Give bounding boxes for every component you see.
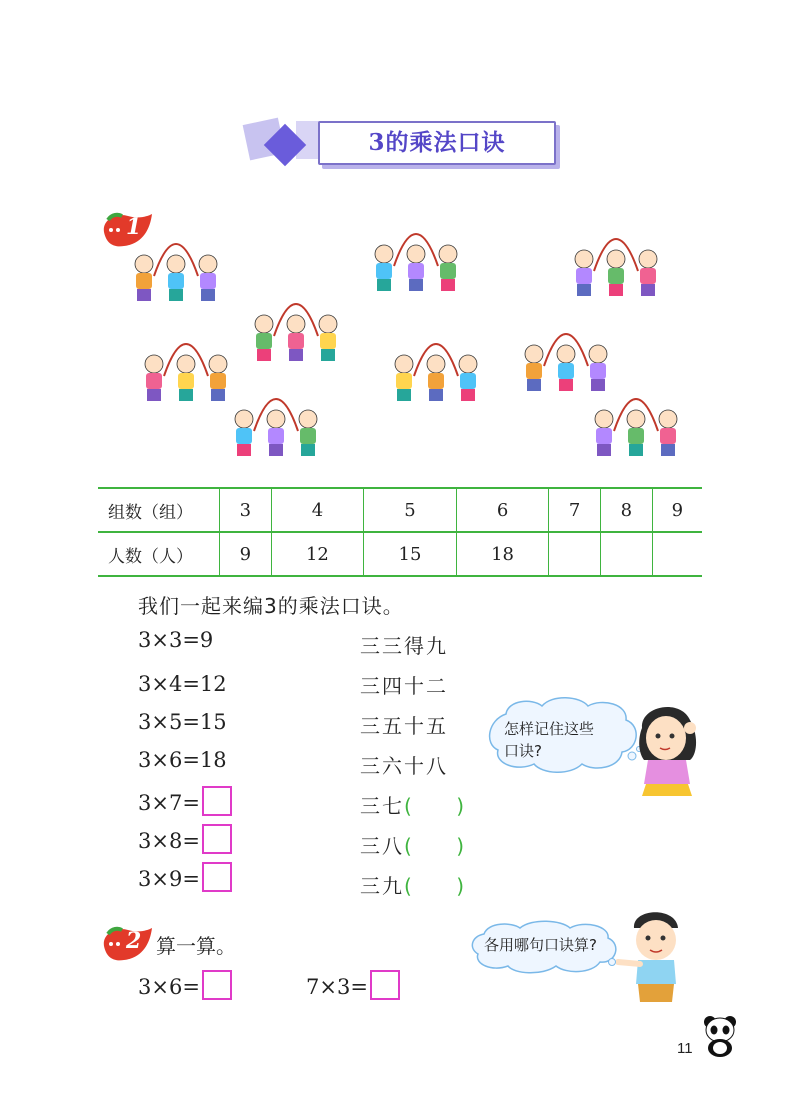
equation: 3×6= (138, 970, 232, 1000)
table-cell: 18 (456, 532, 549, 576)
jump-rope-group (595, 399, 677, 456)
child-legs (301, 444, 315, 456)
jump-rope-group (255, 304, 337, 361)
table-cell-blank[interactable] (600, 532, 652, 576)
equation: 3×3=9 (138, 628, 214, 652)
page-title: 3的乘法口诀 (368, 129, 506, 156)
child-head (319, 315, 337, 333)
row-label: 组数（组） (98, 488, 220, 532)
child-legs (461, 389, 475, 401)
child-head (145, 355, 163, 373)
child-head (627, 410, 645, 428)
section-2-marker (98, 922, 148, 960)
bubble-text: 各用哪句口诀算? (484, 936, 597, 954)
child-head (659, 410, 677, 428)
child-head (639, 250, 657, 268)
child-head (595, 410, 613, 428)
child-legs (661, 444, 675, 456)
child-body (608, 268, 624, 284)
child-body (168, 273, 184, 289)
child-head (255, 315, 273, 333)
equation: 3×9= (138, 862, 232, 892)
jump-rope-group (395, 344, 477, 401)
rhyme: 三八( ) (360, 834, 465, 858)
child-legs (237, 444, 251, 456)
child-head (287, 315, 305, 333)
page-number: 11 (677, 1040, 693, 1057)
rhyme: 三五十五 (360, 714, 448, 738)
child-legs (321, 349, 335, 361)
answer-box[interactable] (370, 970, 400, 1000)
jump-rope-group (525, 334, 607, 391)
child-body (640, 268, 656, 284)
child-legs (591, 379, 605, 391)
child-body (396, 373, 412, 389)
child-head (427, 355, 445, 373)
child-body (376, 263, 392, 279)
child-body (210, 373, 226, 389)
child-legs (269, 444, 283, 456)
child-head (575, 250, 593, 268)
child-head (439, 245, 457, 263)
jump-rope-group (375, 234, 457, 291)
table-row (98, 532, 702, 576)
child-body (200, 273, 216, 289)
equation: 3×7= (138, 786, 232, 816)
children-jump-rope-illustration (96, 222, 706, 467)
child-legs (629, 444, 643, 456)
section-2-number: 2 (126, 928, 142, 954)
child-head (199, 255, 217, 273)
table-cell: 12 (271, 532, 364, 576)
child-legs (257, 349, 271, 361)
child-legs (559, 379, 573, 391)
child-head (459, 355, 477, 373)
table-cell: 3 (220, 488, 272, 532)
child-legs (397, 389, 411, 401)
jump-rope-group (145, 344, 227, 401)
child-legs (377, 279, 391, 291)
child-legs (137, 289, 151, 301)
child-head (589, 345, 607, 363)
child-head (135, 255, 153, 273)
child-body (558, 363, 574, 379)
child-body (576, 268, 592, 284)
answer-box[interactable] (202, 970, 232, 1000)
child-head (267, 410, 285, 428)
rhyme: 三四十二 (360, 674, 448, 698)
child-head (177, 355, 195, 373)
child-body (526, 363, 542, 379)
child-legs (577, 284, 591, 296)
rhyme: 三六十八 (360, 754, 448, 778)
child-legs (641, 284, 655, 296)
child-head (407, 245, 425, 263)
table-cell: 5 (364, 488, 457, 532)
table-row (98, 488, 702, 532)
answer-box[interactable] (202, 786, 232, 816)
child-legs (597, 444, 611, 456)
bubble-text: 怎样记住这些 口诀? (504, 720, 595, 760)
child-legs (179, 389, 193, 401)
rhyme: 三七( ) (360, 794, 465, 818)
child-body (590, 363, 606, 379)
equation: 7×3= (306, 970, 400, 1000)
child-head (235, 410, 253, 428)
child-legs (609, 284, 623, 296)
child-body (596, 428, 612, 444)
child-legs (147, 389, 161, 401)
child-body (320, 333, 336, 349)
section-1-number: 1 (126, 214, 142, 240)
child-body (136, 273, 152, 289)
child-body (288, 333, 304, 349)
child-legs (211, 389, 225, 401)
child-legs (527, 379, 541, 391)
child-legs (441, 279, 455, 291)
jump-rope-group (135, 244, 217, 301)
table-cell-blank[interactable] (549, 532, 601, 576)
table-cell: 9 (652, 488, 702, 532)
child-head (525, 345, 543, 363)
child-body (428, 373, 444, 389)
child-legs (409, 279, 423, 291)
child-legs (169, 289, 183, 301)
panda-icon (700, 1014, 740, 1058)
jump-rope-group (235, 399, 317, 456)
table-cell: 4 (271, 488, 364, 532)
answer-blank[interactable]: ( ) (404, 874, 465, 898)
child-body (628, 428, 644, 444)
child-head (167, 255, 185, 273)
child-legs (429, 389, 443, 401)
child-body (460, 373, 476, 389)
table-cell: 9 (220, 532, 272, 576)
child-body (146, 373, 162, 389)
groups-people-table (98, 487, 702, 577)
section-2-label: 算一算。 (156, 934, 236, 958)
boy-pointing-illustration (616, 902, 696, 1006)
child-body (408, 263, 424, 279)
table-cell-blank[interactable] (652, 532, 702, 576)
child-body (440, 263, 456, 279)
child-head (395, 355, 413, 373)
child-legs (289, 349, 303, 361)
child-body (236, 428, 252, 444)
jump-rope-group (575, 239, 657, 296)
child-body (300, 428, 316, 444)
child-head (607, 250, 625, 268)
child-head (375, 245, 393, 263)
answer-blank[interactable]: ( ) (404, 834, 465, 858)
child-body (660, 428, 676, 444)
table-cell: 6 (456, 488, 549, 532)
equation: 3×6=18 (138, 748, 227, 772)
table-cell: 7 (549, 488, 601, 532)
equation: 3×4=12 (138, 672, 227, 696)
rhyme: 三九( ) (360, 874, 465, 898)
row-label: 人数（人） (98, 532, 220, 576)
table-cell: 8 (600, 488, 652, 532)
child-head (557, 345, 575, 363)
equation: 3×8= (138, 824, 232, 854)
intro-text: 我们一起来编3的乘法口诀。 (138, 594, 404, 618)
child-head (209, 355, 227, 373)
child-head (299, 410, 317, 428)
child-body (268, 428, 284, 444)
answer-box[interactable] (202, 862, 232, 892)
answer-box[interactable] (202, 824, 232, 854)
girl-thinking-illustration (630, 698, 710, 798)
rhyme: 三三得九 (360, 634, 448, 658)
equation: 3×5=15 (138, 710, 227, 734)
child-legs (201, 289, 215, 301)
child-body (178, 373, 194, 389)
answer-blank[interactable]: ( ) (404, 794, 465, 818)
table-cell: 15 (364, 532, 457, 576)
child-body (256, 333, 272, 349)
